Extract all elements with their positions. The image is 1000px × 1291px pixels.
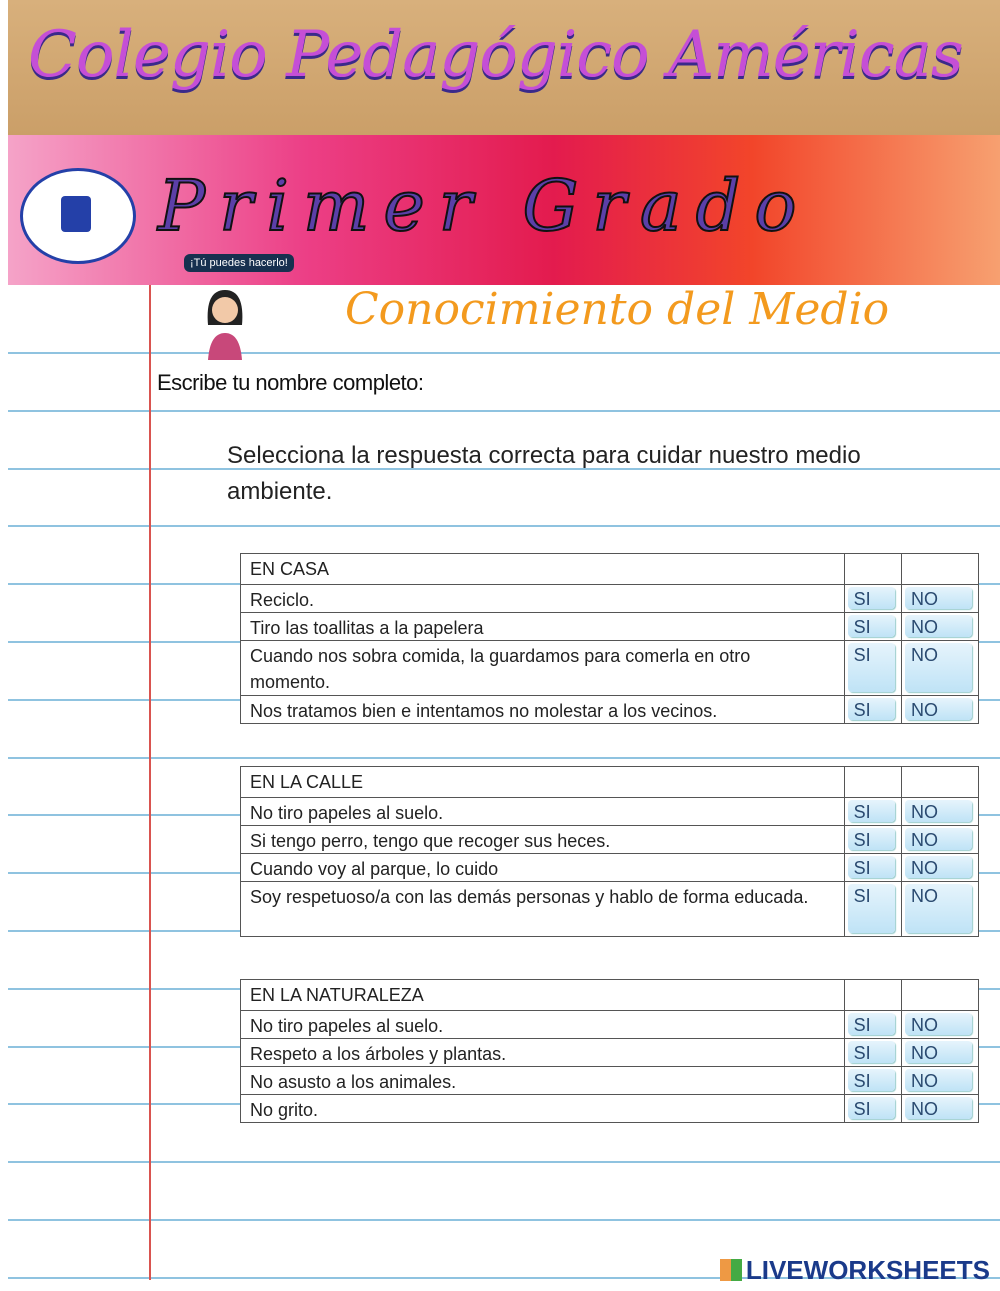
question-text: Si tengo perro, tengo que recoger sus heces. (250, 831, 611, 851)
brand-text: LIVEWORKSHEETS (745, 1255, 990, 1285)
ruled-line (8, 525, 1000, 527)
liveworksheets-logo (720, 1255, 990, 1286)
empty-cell (901, 554, 978, 584)
empty-cell (901, 980, 978, 1010)
section-header-row (241, 980, 978, 1010)
no-cell (901, 1095, 978, 1122)
ruled-line (8, 352, 1000, 354)
yes-cell (844, 882, 901, 936)
no-button[interactable]: NO (905, 1013, 972, 1035)
no-button[interactable]: NO (905, 1069, 972, 1091)
ruled-line (8, 757, 1000, 759)
no-cell (901, 826, 978, 853)
question-text: Nos tratamos bien e intentamos no molestar a los vecinos. (250, 701, 718, 721)
yes-cell (844, 854, 901, 881)
yes-cell (844, 613, 901, 640)
question-row (241, 797, 978, 825)
no-button[interactable]: NO (905, 1041, 972, 1063)
section-table (240, 766, 979, 937)
question-row (241, 1094, 978, 1122)
no-button[interactable]: NO (905, 828, 972, 850)
empty-cell (901, 767, 978, 797)
speech-bubble: ¡Tú puedes hacerlo! (184, 254, 294, 272)
no-button[interactable]: NO (905, 587, 972, 609)
question-text: Soy respetuoso/a con las demás personas y hablo de forma educada. (250, 887, 809, 907)
grade-title: Primer Grado (158, 165, 811, 247)
no-cell (901, 1039, 978, 1066)
yes-cell (844, 585, 901, 612)
section-table (240, 979, 979, 1123)
no-cell (901, 696, 978, 723)
no-cell (901, 882, 978, 936)
liveworksheets-icon (720, 1259, 742, 1281)
no-cell (901, 585, 978, 612)
yes-button[interactable]: SI (848, 1069, 895, 1091)
yes-button[interactable]: SI (848, 587, 895, 609)
question-text: Tiro las toallitas a la papelera (250, 618, 484, 638)
no-cell (901, 641, 978, 695)
header-banner (8, 0, 1000, 285)
question-row (241, 1066, 978, 1094)
yes-button[interactable]: SI (848, 856, 895, 878)
question-text: No grito. (250, 1100, 319, 1120)
question-row (241, 825, 978, 853)
yes-button[interactable]: SI (848, 800, 895, 822)
teacher-avatar-icon (200, 285, 250, 360)
yes-button[interactable]: SI (848, 884, 895, 933)
school-logo (20, 168, 136, 264)
yes-cell (844, 1039, 901, 1066)
instructions: Selecciona la respuesta correcta para cuidar nuestro medio ambiente. (227, 442, 861, 505)
question-row (241, 640, 978, 695)
no-button[interactable]: NO (905, 856, 972, 878)
yes-button[interactable]: SI (848, 643, 895, 692)
yes-button[interactable]: SI (848, 615, 895, 637)
name-label: Escribe tu nombre completo: (157, 370, 424, 395)
question-text: No tiro papeles al suelo. (250, 803, 444, 823)
empty-cell (844, 554, 901, 584)
yes-button[interactable]: SI (848, 698, 895, 720)
yes-button[interactable]: SI (848, 1041, 895, 1063)
ruled-line (8, 1219, 1000, 1221)
no-cell (901, 854, 978, 881)
yes-cell (844, 798, 901, 825)
question-row (241, 1010, 978, 1038)
question-row (241, 853, 978, 881)
yes-cell (844, 696, 901, 723)
question-text: No tiro papeles al suelo. (250, 1016, 444, 1036)
empty-cell (844, 980, 901, 1010)
question-row (241, 1038, 978, 1066)
question-row (241, 881, 978, 936)
section-header-row (241, 554, 978, 584)
question-row (241, 695, 978, 723)
question-text: Reciclo. (250, 590, 315, 610)
no-cell (901, 1067, 978, 1094)
question-row (241, 584, 978, 612)
question-text: No asusto a los animales. (250, 1072, 457, 1092)
question-text: Cuando voy al parque, lo cuido (250, 859, 499, 879)
ruled-line (8, 1161, 1000, 1163)
no-button[interactable]: NO (905, 800, 972, 822)
yes-button[interactable]: SI (848, 828, 895, 850)
yes-button[interactable]: SI (848, 1097, 895, 1119)
question-text: Cuando nos sobra comida, la guardamos para comerla en otro momento. (250, 646, 751, 692)
no-cell (901, 1011, 978, 1038)
section-title: EN LA NATURALEZA (250, 985, 424, 1005)
yes-cell (844, 1011, 901, 1038)
section-title: EN CASA (250, 559, 330, 579)
yes-cell (844, 641, 901, 695)
yes-button[interactable]: SI (848, 1013, 895, 1035)
no-cell (901, 613, 978, 640)
no-button[interactable]: NO (905, 698, 972, 720)
margin-line (149, 285, 151, 1280)
section-title: EN LA CALLE (250, 772, 364, 792)
no-button[interactable]: NO (905, 643, 972, 692)
no-cell (901, 798, 978, 825)
yes-cell (844, 826, 901, 853)
section-header-row (241, 767, 978, 797)
no-button[interactable]: NO (905, 1097, 972, 1119)
no-button[interactable]: NO (905, 615, 972, 637)
yes-cell (844, 1095, 901, 1122)
yes-cell (844, 1067, 901, 1094)
question-row (241, 612, 978, 640)
no-button[interactable]: NO (905, 884, 972, 933)
subject-title: Conocimiento del Medio (345, 284, 890, 335)
question-text: Respeto a los árboles y plantas. (250, 1044, 507, 1064)
school-title: Colegio Pedagógico Américas (28, 18, 963, 92)
section-table (240, 553, 979, 724)
ruled-line (8, 410, 1000, 412)
empty-cell (844, 767, 901, 797)
